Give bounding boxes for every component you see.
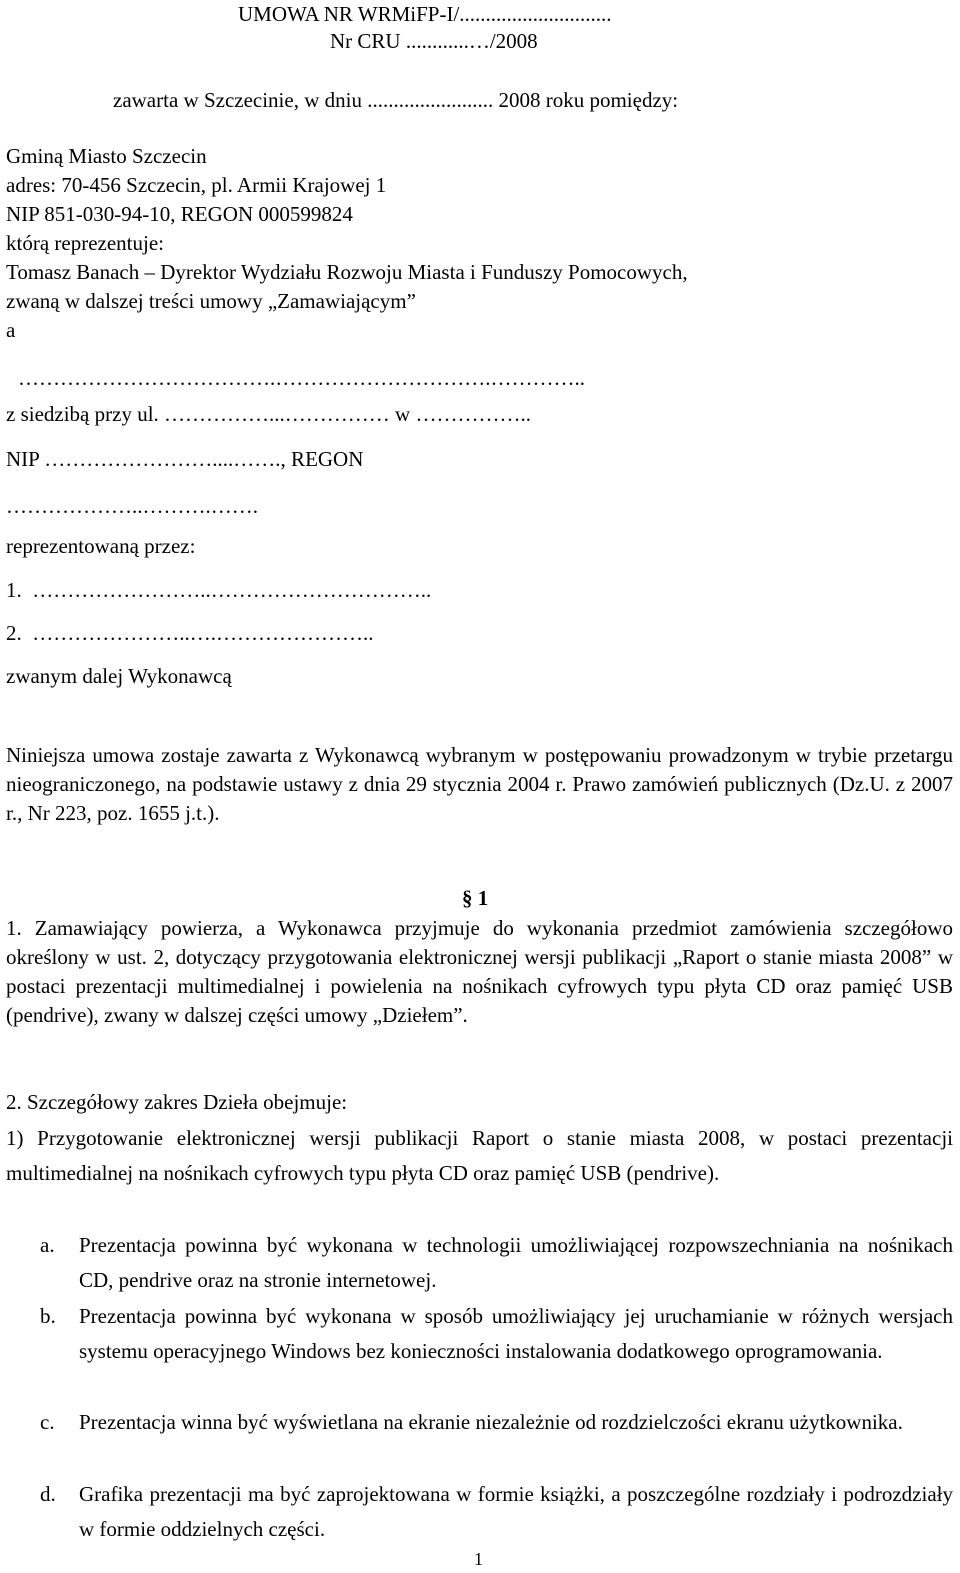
- section1-paragraph2: 2. Szczegółowy zakres Dzieła obejmuje:: [6, 1090, 348, 1114]
- intro-paragraph: Niniejsza umowa zostaje zawarta z Wykonawcą wybranym w postępowaniu prowadzonym w trybie przetargu nieograniczonego, na podstawie ustawy z dnia 29 stycznia 2004 r. Prawo zamówień publicznych (Dz.U. z 2007 r., Nr 223, poz. 1655 j.t.).: [6, 743, 953, 825]
- party2-rep1: 1. ……………………..…………………………..: [6, 578, 432, 602]
- party2-represented-label: reprezentowaną przez:: [6, 534, 196, 558]
- party1-called: zwaną w dalszej treści umowy „Zamawiającym”: [6, 289, 416, 313]
- party1-name: Gminą Miasto Szczecin: [6, 144, 207, 168]
- item-b-text: Prezentacja powinna być wykonana w sposób umożliwiający jej uruchamianie w różnych wersjach systemu operacyjnego Windows bez konieczności instalowania dodatkowego oprogramowania.: [79, 1304, 953, 1363]
- item-b-label: b.: [40, 1304, 56, 1328]
- item-a-text: Prezentacja powinna być wykonana w technologii umożliwiającej rozpowszechniania na nośnikach CD, pendrive oraz na stronie internetowej.: [79, 1233, 953, 1292]
- party1-representative: Tomasz Banach – Dyrektor Wydziału Rozwoju Miasta i Funduszy Pomocowych,: [6, 260, 688, 284]
- item-d-text: Grafika prezentacji ma być zaprojektowana w formie książki, a poszczególne rozdziały i podrozdziały w formie oddzielnych części.: [79, 1482, 953, 1541]
- party1-address: adres: 70-456 Szczecin, pl. Armii Krajowej 1: [6, 173, 387, 197]
- section-heading: § 1: [462, 886, 489, 910]
- party2-called: zwanym dalej Wykonawcą: [6, 664, 232, 688]
- section1-paragraph1: 1. Zamawiający powierza, a Wykonawca przyjmuje do wykonania przedmiot zamówienia szczegółowo określony w ust. 2, dotyczący przygotowania elektronicznej wersji publikacji „Raport o stanie miasta 2008” w postaci prezentacji multimedialnej i powielenia na nośnikach cyfrowych typu płyta CD oraz pamięć USB (pendrive), zwany w dalszej części umowy „Dziełem”.: [6, 916, 953, 1027]
- section1-point1: 1) Przygotowanie elektronicznej wersji publikacji Raport o stanie miasta 2008, w postaci prezentacji multimedialnej na nośnikach cyfrowych typu płyta CD oraz pamięć USB (pendrive).: [6, 1126, 953, 1185]
- concluded-line: zawarta w Szczecinie, w dniu ........................ 2008 roku pomiędzy:: [113, 88, 679, 112]
- item-c-text: Prezentacja winna być wyświetlana na ekranie niezależnie od rozdzielczości ekranu użytkownika.: [79, 1410, 903, 1434]
- contract-title: UMOWA NR WRMiFP-I/.............................: [238, 2, 612, 26]
- party1-represented-label: którą reprezentuje:: [6, 231, 164, 255]
- party2-nip: NIP ……………………....……., REGON: [6, 447, 364, 471]
- item-d-label: d.: [40, 1482, 56, 1506]
- page-number: 1: [474, 1549, 483, 1569]
- party2-rep2: 2. …………………..….…………………..: [6, 621, 374, 645]
- item-a-label: a.: [40, 1233, 55, 1257]
- party2-name-blank: ……………………………….………………………….…………..: [18, 366, 585, 390]
- item-c-label: c.: [40, 1410, 55, 1434]
- contract-cru-number: Nr CRU ............…/2008: [330, 29, 538, 53]
- conjunction: a: [6, 318, 16, 342]
- party1-ids: NIP 851-030-94-10, REGON 000599824: [6, 202, 353, 226]
- party2-regon-blank: ………………..……….…….: [6, 494, 258, 518]
- party2-seat: z siedzibą przy ul. ……………...…………… w ……………..: [6, 402, 531, 426]
